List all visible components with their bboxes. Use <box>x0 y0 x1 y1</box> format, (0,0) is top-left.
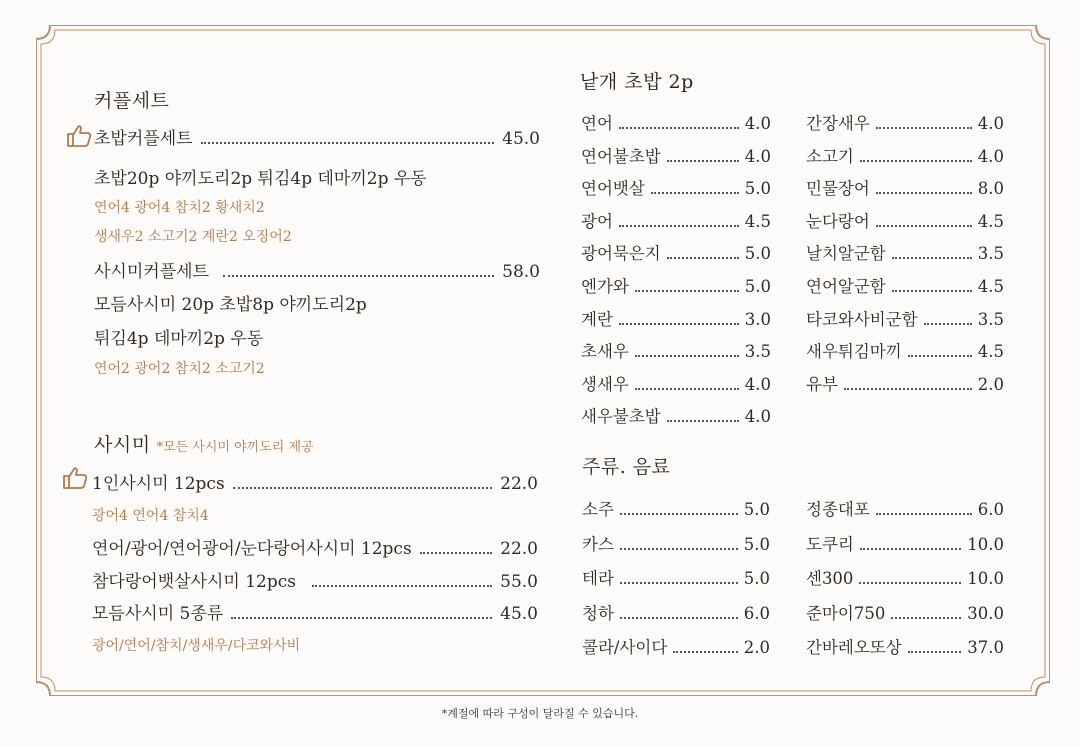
item-price: 5.0 <box>743 500 770 519</box>
couple-set-title: 커플세트 <box>94 90 170 112</box>
menu-item <box>581 143 771 167</box>
dot-leader <box>619 323 739 325</box>
menu-item <box>806 338 1004 362</box>
item-price: 4.0 <box>977 114 1004 133</box>
nigiri-title: 낱개 초밥 2p <box>580 71 694 93</box>
dot-leader <box>620 617 738 619</box>
footnote: *계절에 따라 구성이 달라질 수 있습니다. <box>441 707 639 720</box>
dot-leader <box>201 142 495 144</box>
item-name: 생새우 <box>581 374 629 394</box>
item-price: 4.0 <box>744 114 771 133</box>
item-sub-description: 생새우2 소고기2 계란2 오징어2 <box>94 229 292 245</box>
item-price: 6.0 <box>977 500 1004 519</box>
item-name: 계란 <box>581 309 613 329</box>
sashimi-title: 사시미 <box>94 434 151 456</box>
menu-item <box>581 240 771 264</box>
menu-item-sashimi-1 <box>92 469 538 494</box>
dot-leader <box>619 127 739 129</box>
menu-item <box>806 565 1004 589</box>
dot-leader <box>892 257 972 259</box>
item-name: 사시미커플세트 <box>94 262 209 282</box>
thumbs-up-icon <box>62 466 88 490</box>
dot-leader <box>892 290 972 292</box>
dot-leader <box>620 513 738 515</box>
menu-item <box>806 496 1004 520</box>
item-price: 5.0 <box>743 569 770 589</box>
dot-leader <box>876 127 972 129</box>
item-description: 모듬사시미 20p 초밥8p 야끼도리2p <box>94 295 367 315</box>
item-sub-description: 연어2 광어2 참치2 소고기2 <box>94 361 265 377</box>
dot-leader <box>635 290 739 292</box>
menu-item <box>806 208 1004 232</box>
dot-leader <box>635 355 739 357</box>
item-price: 45.0 <box>500 604 538 624</box>
dot-leader <box>673 651 737 653</box>
item-name: 참다랑어뱃살사시미 12pcs <box>92 572 296 592</box>
item-sub-description: 연어4 광어4 참치2 황새치2 <box>94 200 265 216</box>
menu-item <box>581 273 771 297</box>
item-price: 4.5 <box>744 211 771 231</box>
item-price: 4.5 <box>977 211 1004 231</box>
item-price: 22.0 <box>500 539 538 559</box>
item-price: 2.0 <box>977 374 1004 394</box>
sashimi-note: *모든 사시미 야끼도리 제공 <box>156 440 314 455</box>
item-name: 청하 <box>582 603 614 623</box>
dot-leader <box>860 548 961 550</box>
item-name: 간바레오또상 <box>806 638 902 658</box>
item-price: 5.0 <box>744 179 771 199</box>
item-price: 58.0 <box>502 262 540 282</box>
dot-leader <box>924 323 972 325</box>
menu-item <box>581 306 771 330</box>
item-price: 4.0 <box>744 374 771 394</box>
item-price: 3.5 <box>977 309 1004 329</box>
item-price: 8.0 <box>977 179 1004 199</box>
menu-item <box>806 143 1004 167</box>
dot-leader <box>231 617 492 619</box>
menu-item <box>806 634 1004 658</box>
item-name: 연어 <box>581 114 613 133</box>
dot-leader <box>619 225 739 227</box>
item-sub-description: 광어4 연어4 참치4 <box>92 508 209 524</box>
item-price: 22.0 <box>500 474 538 494</box>
menu-item <box>806 600 1004 624</box>
item-price: 4.5 <box>977 342 1004 362</box>
dot-leader <box>620 582 738 584</box>
item-name: 유부 <box>806 374 838 394</box>
dot-leader <box>420 552 492 554</box>
menu-item <box>582 565 770 589</box>
dot-leader <box>908 355 972 357</box>
dot-leader <box>667 257 739 259</box>
item-name: 1인사시미 12pcs <box>92 474 225 494</box>
dot-leader <box>620 548 738 550</box>
item-name: 광어 <box>581 211 613 231</box>
dot-leader <box>860 160 972 162</box>
menu-item <box>581 403 771 427</box>
item-price: 3.0 <box>744 309 771 329</box>
item-name: 정종대포 <box>806 500 870 519</box>
menu-item-sashimi-4 <box>92 599 538 624</box>
item-price: 6.0 <box>743 603 770 623</box>
item-price: 30.0 <box>967 603 1004 623</box>
menu-item-sashimi-2 <box>92 534 538 559</box>
menu-item <box>582 600 770 624</box>
item-price: 3.5 <box>744 342 771 362</box>
item-description: 초밥20p 야끼도리2p 튀김4p 데마끼2p 우동 <box>94 169 427 189</box>
dot-leader <box>876 513 972 515</box>
menu-item <box>806 371 1004 395</box>
menu-item <box>806 531 1004 555</box>
menu-item <box>581 338 771 362</box>
dot-leader <box>651 192 739 194</box>
dot-leader <box>876 192 972 194</box>
item-name: 날치알군함 <box>806 244 886 264</box>
menu-item <box>582 634 770 658</box>
item-name: 초새우 <box>581 342 629 362</box>
item-price: 4.0 <box>744 146 771 166</box>
item-name: 연어뱃살 <box>581 179 645 199</box>
item-name: 새우불초밥 <box>581 407 661 427</box>
item-name: 카스 <box>582 534 614 554</box>
menu-item <box>581 208 771 232</box>
item-name: 광어묵은지 <box>581 244 661 264</box>
menu-item <box>806 175 1004 199</box>
menu-item-couple-sashimi <box>94 257 540 282</box>
item-price: 5.0 <box>743 534 770 554</box>
item-name: 연어알군함 <box>806 277 886 296</box>
item-name: 테라 <box>582 569 614 589</box>
menu-item <box>806 240 1004 264</box>
item-name: 새우튀김마끼 <box>806 342 902 362</box>
item-price: 10.0 <box>967 534 1004 554</box>
menu-item-couple-sushi <box>94 124 540 149</box>
item-price: 4.0 <box>977 146 1004 166</box>
dot-leader <box>859 582 961 584</box>
item-name: 도쿠리 <box>806 534 854 554</box>
item-name: 타코와사비군함 <box>806 309 918 329</box>
item-name: 연어/광어/연어광어/눈다랑어사시미 12pcs <box>92 539 412 559</box>
dot-leader <box>908 651 962 653</box>
item-price: 45.0 <box>502 129 540 149</box>
menu-item <box>806 306 1004 330</box>
drinks-title: 주류. 음료 <box>582 456 671 478</box>
item-price: 2.0 <box>743 638 770 658</box>
dot-leader <box>844 388 972 390</box>
menu-item <box>581 175 771 199</box>
item-price: 5.0 <box>744 277 771 296</box>
menu-item <box>806 273 1004 297</box>
menu-item <box>582 496 770 520</box>
dot-leader <box>312 585 492 587</box>
item-name: 민물장어 <box>806 179 870 199</box>
item-price: 5.0 <box>744 244 771 264</box>
dot-leader <box>891 617 961 619</box>
item-name: 모듬사시미 5종류 <box>92 604 224 624</box>
item-name: 콜라/사이다 <box>582 638 668 658</box>
dot-leader <box>667 160 739 162</box>
sashimi-header <box>94 430 314 457</box>
item-sub-description: 광어/연어/참치/생새우/다코와사비 <box>92 638 301 654</box>
dot-leader <box>233 487 492 489</box>
thumbs-up-icon <box>66 124 92 148</box>
item-name: 소고기 <box>806 146 854 166</box>
menu-item <box>582 531 770 555</box>
item-price: 4.5 <box>977 277 1004 296</box>
dot-leader <box>223 275 494 277</box>
menu-item <box>581 110 771 134</box>
item-name: 센300 <box>806 569 854 589</box>
item-name: 눈다랑어 <box>806 211 870 231</box>
dot-leader <box>635 388 739 390</box>
item-name: 연어불초밥 <box>581 146 661 166</box>
item-name: 준마이750 <box>806 603 886 623</box>
item-price: 3.5 <box>977 244 1004 264</box>
item-price: 55.0 <box>500 572 538 592</box>
menu-item <box>581 371 771 395</box>
dot-leader <box>667 420 739 422</box>
item-name: 소주 <box>582 500 614 519</box>
item-price: 4.0 <box>744 407 771 427</box>
item-name: 간장새우 <box>806 114 870 133</box>
item-name: 초밥커플세트 <box>94 129 193 149</box>
item-name: 엔가와 <box>581 277 629 296</box>
item-description: 튀김4p 데마끼2p 우동 <box>94 329 264 349</box>
menu-item <box>806 110 1004 134</box>
item-price: 10.0 <box>967 569 1004 589</box>
menu-item-sashimi-3 <box>92 567 538 592</box>
item-price: 37.0 <box>967 638 1004 658</box>
dot-leader <box>876 225 972 227</box>
